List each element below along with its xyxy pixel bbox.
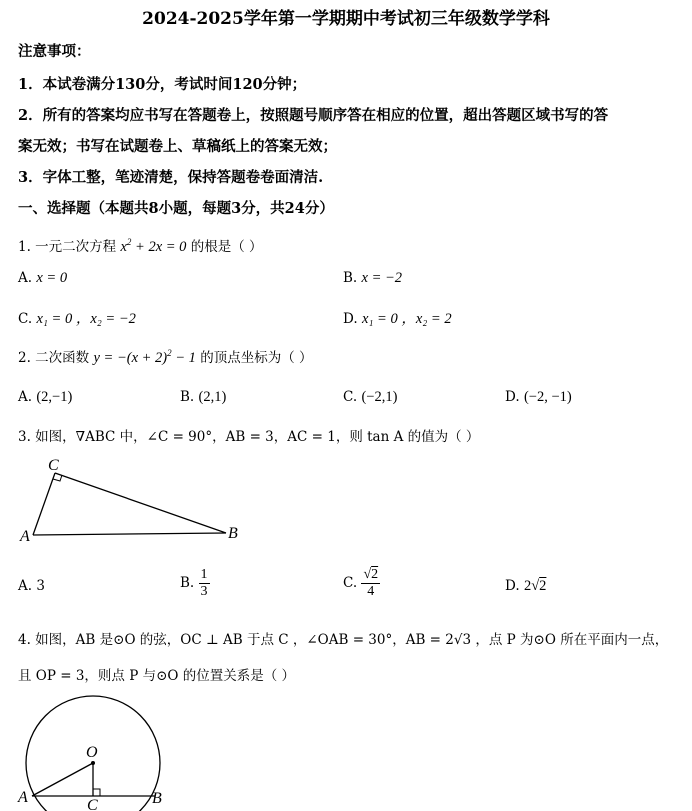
q2-function: $y = -(x + 2)^2 - 1$ [93, 348, 196, 366]
notice-heading: 注意事项： [18, 43, 91, 60]
question-4-line-2: 且 OP = 3，则点 P 与⊙O 的位置关系是（ ） [18, 668, 296, 684]
q1-option-d[interactable]: D. x₁ = 0 ，x₂ = 2 [343, 311, 452, 327]
vertex-label-b: B [228, 525, 238, 542]
notice-item-2-cont: 案无效；书写在试题卷上、草稿纸上的答案无效； [18, 138, 337, 155]
question-2: 2. 二次函数 $y = -(x + 2)^2 - 1$ 的顶点坐标为（ ） [18, 348, 313, 366]
vertex-label-a: A [20, 528, 30, 545]
point-label-a: A [18, 789, 28, 806]
q1-option-c[interactable]: C. x₁ = 0 ，x₂ = −2 [18, 311, 136, 327]
exam-title: 2024-2025学年第一学期期中考试初三年级数学学科 [142, 9, 550, 29]
triangle-side-cb [55, 473, 226, 533]
q1-equation: $x^2 + 2x = 0$ [120, 237, 187, 255]
point-label-o: O [86, 744, 98, 761]
q2-option-d[interactable]: D. (−2, −1) [505, 389, 572, 405]
q4-circle-figure [10, 695, 190, 811]
question-4-line-1: 4. 如图，AB 是⊙O 的弦，OC ⊥ AB 于点 C ，∠OAB = 30°，AB = 2√3 ，点 P 为⊙O 所在平面内一点， [18, 632, 669, 648]
notice-item-1: 1．本试卷满分130分，考试时间120分钟； [18, 76, 307, 93]
two-sqrt2: 2√2 [523, 578, 547, 594]
right-angle-mark-c [93, 789, 100, 796]
q2-option-c[interactable]: C. (−2,1) [343, 389, 398, 405]
fraction-one-third: $\frac{1}{3}$ [200, 567, 208, 599]
q3-option-d[interactable]: D. 2√2 [505, 578, 547, 594]
center-point [91, 761, 95, 765]
question-3: 3. 如图，∇ABC 中，∠C = 90°，AB = 3，AC = 1，则 tan A 的值为（ ） [18, 429, 480, 445]
q1-option-b[interactable]: B. x = −2 [343, 270, 403, 286]
q2-option-b[interactable]: B. (2,1) [180, 389, 227, 405]
section-heading: 一、选择题（本题共8小题，每题3分，共24分） [18, 200, 334, 217]
q1-option-a[interactable]: A. x = 0 [18, 270, 68, 286]
vertex-label-c: C [48, 457, 59, 474]
triangle-side-ac [33, 473, 55, 535]
q3-option-a[interactable]: A. 3 [18, 578, 45, 594]
q3-option-c[interactable]: C. $\frac{√2}{4}$ [343, 567, 379, 599]
point-label-c: C [87, 797, 98, 811]
triangle-side-ab [33, 533, 226, 535]
q2-option-a[interactable]: A. (2,−1) [18, 389, 73, 405]
question-1: 1. 一元二次方程 $x^2 + 2x = 0$ 的根是（ ） [18, 237, 263, 255]
q3-option-b[interactable]: B. $\frac{1}{3}$ [180, 567, 208, 599]
notice-item-2: 2．所有的答案均应书写在答题卷上，按照题号顺序答在相应的位置，超出答题区域书写的答 [18, 107, 609, 124]
fraction-sqrt2-over-4: $\frac{√2}{4}$ [363, 567, 379, 599]
point-label-b: B [152, 790, 162, 807]
q3-triangle-figure [18, 455, 258, 550]
notice-item-3: 3．字体工整，笔迹清楚，保持答题卷卷面清洁. [18, 169, 324, 186]
segment-oa [32, 763, 93, 796]
